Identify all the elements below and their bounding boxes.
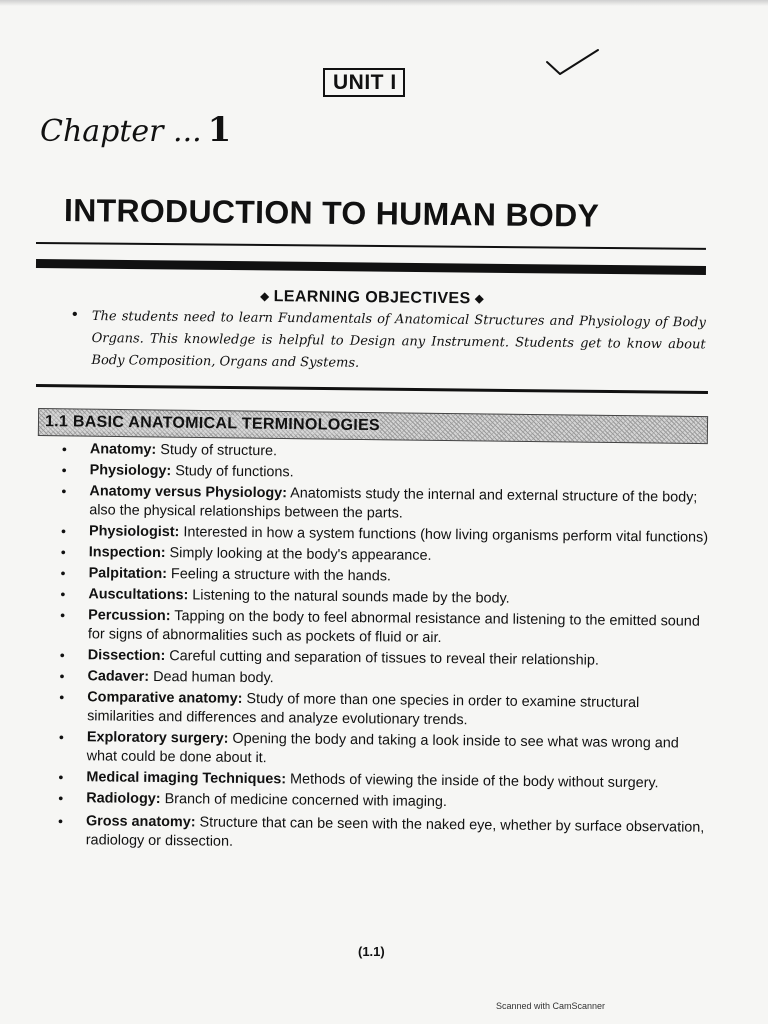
title-rule-thin: [36, 242, 706, 250]
term-label: Auscultations:: [88, 586, 189, 604]
term-description: Simply looking at the body's appearance.: [169, 545, 432, 564]
term-label: Palpitation:: [88, 565, 168, 583]
term-label: Cadaver:: [87, 668, 150, 685]
bullet-icon: •: [60, 606, 66, 624]
term-label: Percussion:: [88, 607, 171, 625]
term-description: Careful cutting and separation of tissues to reveal their relationship.: [169, 648, 599, 669]
checkmark-icon: [544, 48, 600, 78]
bullet-icon: •: [57, 812, 64, 830]
list-item: [61, 482, 711, 527]
term-description: Dead human body.: [153, 668, 274, 687]
learning-objectives-heading: [256, 288, 488, 308]
unit-label: UNIT I: [323, 68, 405, 97]
term-description: Structure that can be seen with the naked eye, whether by surface observation, radiology or dissection.: [85, 814, 705, 850]
term-description: Interested in how a system functions (how living organisms perform vital functions): [183, 524, 709, 546]
term-label: Inspection:: [88, 544, 166, 562]
term-description: Study of structure.: [160, 442, 278, 460]
bullet-icon: •: [58, 768, 64, 786]
term-description: Opening the body and taking a look inside to see what was wrong and what could be done about it.: [86, 730, 679, 767]
section-header-bar: [38, 408, 708, 444]
term-description: Branch of medicine concerned with imaging.: [164, 791, 448, 811]
bullet-icon: •: [58, 728, 64, 746]
page-number: (1.1): [358, 944, 385, 959]
term-label: Gross anatomy:: [85, 813, 196, 831]
term-description: Listening to the natural sounds made by the body.: [192, 587, 510, 607]
term-label: Exploratory surgery:: [86, 729, 229, 747]
bullet-icon: •: [60, 564, 66, 582]
bullet-icon: •: [59, 688, 65, 706]
term-description: Study of functions.: [175, 463, 294, 481]
page-title: INTRODUCTION TO HUMAN BODY: [63, 192, 600, 234]
diamond-icon: ◆: [474, 291, 485, 306]
term-description: Methods of viewing the inside of the body without surgery.: [290, 771, 659, 792]
scanner-watermark: Scanned with CamScanner: [496, 1001, 606, 1011]
bullet-icon: •: [60, 585, 66, 603]
list-item: [59, 688, 709, 733]
term-label: Radiology:: [86, 790, 161, 808]
title-rule-thick: [36, 259, 706, 275]
bullet-icon: •: [58, 789, 64, 807]
section-title: 1.1 BASIC ANATOMICAL TERMINOLOGIES: [44, 413, 381, 435]
term-description: Anatomists study the internal and external structure of the body; also the physical relationships between the parts.: [89, 485, 698, 522]
chapter-heading: [40, 110, 231, 150]
section-rule: [36, 384, 708, 394]
learning-objectives-label: LEARNING OBJECTIVES: [273, 288, 471, 308]
term-label: Dissection:: [87, 647, 166, 665]
term-label: Comparative anatomy:: [87, 689, 243, 707]
list-item: [58, 789, 708, 815]
diamond-icon: ◆: [259, 289, 270, 304]
bullet-icon: •: [61, 482, 67, 500]
bullet-icon: •: [59, 667, 65, 685]
page-top-edge: [0, 0, 768, 6]
bullet-icon: •: [72, 306, 78, 323]
chapter-prefix: Chapter ...: [40, 114, 202, 149]
term-label: Anatomy versus Physiology:: [89, 483, 288, 502]
term-label: Physiologist:: [88, 523, 180, 541]
terminology-list: [58, 440, 712, 857]
bullet-icon: •: [59, 646, 65, 664]
list-item: [58, 812, 708, 857]
list-item: [59, 728, 709, 773]
bullet-icon: •: [61, 461, 67, 479]
term-label: Medical imaging Techniques:: [86, 769, 287, 788]
chapter-number: 1: [207, 110, 232, 150]
term-description: Feeling a structure with the hands.: [170, 566, 392, 585]
learning-objectives-text: The students need to learn Fundamentals of Anatomical Structures and Physiology of Body Organs. This knowledge is helpful to Design any Instrument. Students get to know about Body Composition, Organs and Systems.: [91, 308, 706, 371]
bullet-icon: •: [61, 440, 67, 458]
term-description: Tapping on the body to feel abnormal resistance and listening to the emitted sound for signs of abnormalities such as pockets of fluid or air.: [87, 608, 700, 646]
bullet-icon: •: [60, 522, 67, 540]
bullet-icon: •: [60, 543, 66, 561]
list-item: [60, 606, 710, 651]
term-label: Anatomy:: [89, 441, 157, 458]
term-label: Physiology:: [89, 462, 172, 480]
term-description: Study of more than one species in order to examine structural similarities and differences and analyze evolutionary trends.: [87, 690, 640, 729]
